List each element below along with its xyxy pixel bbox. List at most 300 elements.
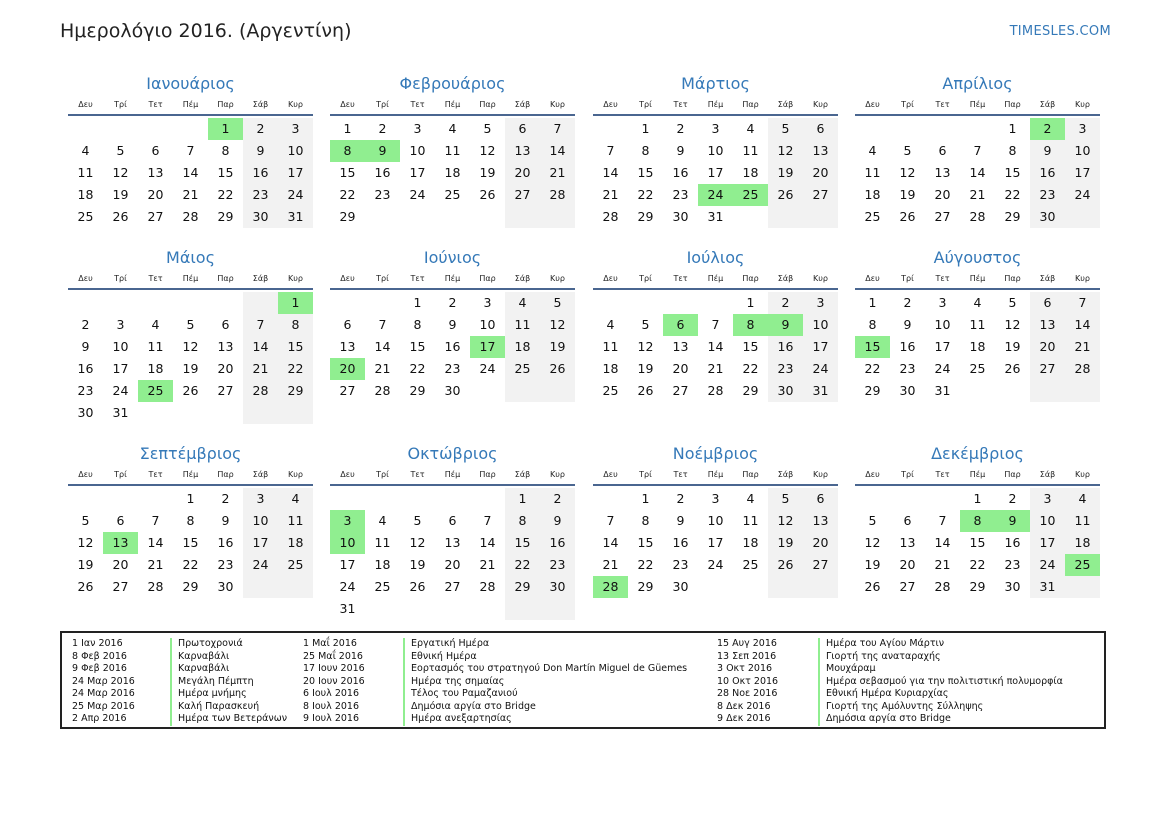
day-cell: 18 [864,187,881,202]
weekday-header [593,96,838,116]
day-cell: 19 [182,361,199,376]
day-cell: 28 [1065,358,1100,380]
day-cell: 11 [444,143,461,158]
day-cell: 9 [1030,140,1065,162]
day-cell: 14 [540,140,575,162]
day-cell: 7 [186,143,195,158]
day-cell: 5 [768,488,803,510]
day-cell: 6 [803,118,838,140]
weekday-label: Κυρ [550,274,565,283]
day-cell: 28 [934,579,951,594]
weekday-label: Κυρ [813,100,828,109]
holiday-date: 17 Ιουν 2016 [303,663,365,674]
holiday-day-cell: 3 [330,510,365,532]
day-cell: 27 [339,383,356,398]
day-cell: 20 [899,557,916,572]
month-4 [855,72,1100,228]
holiday-name: Ημέρα μνήμης [170,688,247,701]
day-cell: 26 [182,383,199,398]
day-cell: 20 [672,361,689,376]
day-cell: 5 [81,513,90,528]
day-cell: 15 [182,535,199,550]
day-cell: 17 [243,532,278,554]
day-cell: 17 [934,339,951,354]
weekday-label: Τρί [901,274,914,283]
empty-cell [925,118,960,140]
day-cell: 16 [1030,162,1065,184]
day-cell: 22 [864,361,881,376]
day-cell: 19 [112,187,129,202]
day-cell: 17 [409,165,426,180]
holiday-day-cell: 24 [698,184,733,206]
weekday-header [330,466,575,486]
empty-cell [698,292,733,314]
holiday-name: Ημέρα σεβασμού για την πολιτιστική πολυμορφία [818,676,1063,689]
weekday-label: Παρ [1004,470,1021,479]
day-cell: 8 [868,317,877,332]
day-cell: 21 [969,187,986,202]
day-cell: 17 [707,535,724,550]
month-name: Νοέμβριος [672,444,759,463]
day-cell: 6 [221,317,230,332]
day-cell: 19 [899,187,916,202]
day-cell: 22 [217,187,234,202]
day-cell: 20 [803,162,838,184]
day-cell: 13 [217,339,234,354]
holiday-day-cell: 25 [138,380,173,402]
day-cell: 25 [602,383,619,398]
day-cell: 3 [243,488,278,510]
day-cell: 18 [374,557,391,572]
day-cell: 8 [413,317,422,332]
day-cell: 27 [217,383,234,398]
day-cell: 7 [938,513,947,528]
day-cell: 23 [768,358,803,380]
empty-cell [540,598,575,620]
day-cell: 22 [742,361,759,376]
empty-cell [663,292,698,314]
weekday-label: Σάβ [777,470,794,479]
empty-cell [173,118,208,140]
day-cell: 6 [448,513,457,528]
weekday-label: Τετ [410,470,425,479]
day-cell: 27 [934,209,951,224]
weekday-label: Δευ [865,470,880,479]
weekday-label: Σάβ [252,100,269,109]
day-cell: 15 [742,339,759,354]
empty-cell [68,292,103,314]
holiday-name: Καλή Παρασκευή [170,701,259,714]
empty-cell [243,292,278,314]
day-cell: 15 [1004,165,1021,180]
day-cell: 23 [672,187,689,202]
empty-cell [173,402,208,424]
empty-cell [103,488,138,510]
day-cell: 11 [374,535,391,550]
day-cell: 23 [444,361,461,376]
day-cell: 4 [606,317,615,332]
holiday-date: 20 Ιουν 2016 [303,675,365,687]
day-cell: 12 [182,339,199,354]
holiday-day-cell: 9 [995,510,1030,532]
weekday-label: Πέμ [444,274,461,283]
day-grid [855,488,1100,598]
holiday-name: Εθνική Ημέρα [403,651,477,664]
weekday-label: Τρί [639,470,652,479]
day-cell: 16 [374,165,391,180]
empty-cell [540,206,575,228]
day-cell: 26 [899,209,916,224]
day-cell: 27 [444,579,461,594]
day-cell: 24 [934,361,951,376]
holiday-day-cell: 8 [330,140,365,162]
empty-cell [208,292,243,314]
weekday-label: Σάβ [777,100,794,109]
holiday-day-cell: 17 [470,336,505,358]
day-cell: 25 [969,361,986,376]
day-cell: 14 [707,339,724,354]
weekday-label: Τρί [114,470,127,479]
holiday-name: Ημέρα του Αγίου Μάρτιν [818,638,944,651]
day-cell: 4 [151,317,160,332]
day-cell: 4 [448,121,457,136]
day-cell: 21 [374,361,391,376]
weekday-label: Δευ [78,100,93,109]
day-cell: 16 [672,535,689,550]
day-cell: 3 [711,491,720,506]
weekday-label: Κυρ [1075,100,1090,109]
day-cell: 11 [77,165,94,180]
day-cell: 25 [505,358,540,380]
holiday-date: 13 Σεπ 2016 [717,650,777,662]
day-cell: 4 [1065,488,1100,510]
day-cell: 11 [278,510,313,532]
empty-cell [173,292,208,314]
day-cell: 4 [746,121,755,136]
day-cell: 19 [540,336,575,358]
empty-cell [243,402,278,424]
day-cell: 1 [746,295,755,310]
month-name: Ιανουάριος [146,74,235,93]
day-cell: 17 [803,336,838,358]
page-title: Ημερολόγιο 2016. (Αργεντίνη) [60,20,352,42]
weekday-label: Πέμ [707,470,724,479]
month-name: Ιούλιος [686,248,745,267]
day-cell: 27 [112,579,129,594]
day-cell: 23 [217,557,234,572]
day-cell: 25 [864,209,881,224]
day-cell: 20 [147,187,164,202]
weekday-label: Σάβ [1039,470,1056,479]
empty-cell [400,598,435,620]
weekday-label: Τετ [673,274,688,283]
day-cell: 10 [707,143,724,158]
weekday-label: Δευ [78,274,93,283]
empty-cell [278,402,313,424]
weekday-label: Δευ [340,100,355,109]
day-cell: 12 [77,535,94,550]
day-cell: 14 [374,339,391,354]
month-1 [68,72,313,228]
day-cell: 10 [1065,140,1100,162]
weekday-label: Σάβ [514,470,531,479]
empty-cell [505,206,540,228]
day-grid [68,488,313,598]
day-cell: 7 [973,143,982,158]
day-cell: 28 [707,383,724,398]
holiday-day-cell: 6 [663,314,698,336]
day-cell: 9 [676,143,685,158]
day-cell: 12 [540,314,575,336]
day-cell: 22 [182,557,199,572]
empty-cell [435,598,470,620]
day-cell: 11 [742,143,759,158]
day-cell: 13 [444,535,461,550]
day-cell: 30 [444,383,461,398]
weekday-label: Τετ [148,274,163,283]
month-name: Φεβρουάριος [399,74,506,93]
day-cell: 4 [505,292,540,314]
day-cell: 13 [899,535,916,550]
day-cell: 31 [934,383,951,398]
day-cell: 10 [707,513,724,528]
weekday-label: Πέμ [182,470,199,479]
weekday-label: Σάβ [1039,100,1056,109]
weekday-label: Τετ [935,274,950,283]
day-cell: 1 [973,491,982,506]
empty-cell [593,292,628,314]
weekday-label: Πέμ [444,100,461,109]
day-cell: 10 [479,317,496,332]
weekday-label: Τετ [935,470,950,479]
day-cell: 16 [768,336,803,358]
day-cell: 30 [243,206,278,228]
day-cell: 12 [899,165,916,180]
day-cell: 1 [505,488,540,510]
day-cell: 20 [803,532,838,554]
day-cell: 6 [151,143,160,158]
day-cell: 21 [147,557,164,572]
day-cell: 21 [602,187,619,202]
weekday-label: Σάβ [252,470,269,479]
day-cell: 6 [938,143,947,158]
month-7 [593,246,838,402]
day-cell: 2 [378,121,387,136]
day-cell: 26 [1004,361,1021,376]
day-cell: 10 [243,510,278,532]
weekday-label: Τρί [376,274,389,283]
day-cell: 26 [409,579,426,594]
day-cell: 12 [768,140,803,162]
day-cell: 14 [602,535,619,550]
day-cell: 26 [768,554,803,576]
day-cell: 6 [116,513,125,528]
day-cell: 18 [505,336,540,358]
day-cell: 21 [243,358,278,380]
day-cell: 9 [448,317,457,332]
day-cell: 2 [1008,491,1017,506]
weekday-header [593,466,838,486]
day-cell: 15 [278,336,313,358]
empty-cell [540,380,575,402]
day-cell: 7 [483,513,492,528]
day-cell: 23 [899,361,916,376]
holiday-date: 10 Οκτ 2016 [717,675,779,687]
weekday-label: Πέμ [969,470,986,479]
day-cell: 25 [374,579,391,594]
weekday-label: Δευ [603,470,618,479]
holiday-name: Καρναβάλι [170,663,229,676]
day-cell: 22 [969,557,986,572]
holiday-name: Δημόσια αργία στο Bridge [818,713,951,726]
day-cell: 24 [1030,554,1065,576]
day-cell: 21 [479,557,496,572]
day-cell: 3 [413,121,422,136]
day-cell: 22 [339,187,356,202]
day-cell: 26 [112,209,129,224]
weekday-label: Κυρ [550,100,565,109]
empty-cell [855,488,890,510]
weekday-label: Κυρ [813,470,828,479]
day-cell: 5 [540,292,575,314]
weekday-label: Παρ [479,274,496,283]
holiday-day-cell: 13 [103,532,138,554]
day-cell: 16 [1004,535,1021,550]
day-cell: 6 [803,488,838,510]
day-cell: 17 [1030,532,1065,554]
day-cell: 22 [637,557,654,572]
weekday-label: Σάβ [777,274,794,283]
empty-cell [365,292,400,314]
weekday-label: Παρ [742,100,759,109]
day-cell: 13 [505,140,540,162]
day-cell: 2 [540,488,575,510]
month-12 [855,442,1100,598]
day-cell: 5 [1008,295,1017,310]
day-cell: 31 [1030,576,1065,598]
empty-cell [733,576,768,598]
day-cell: 9 [243,140,278,162]
weekday-header [330,96,575,116]
day-cell: 12 [637,339,654,354]
empty-cell [243,576,278,598]
day-cell: 14 [602,165,619,180]
day-cell: 19 [1004,339,1021,354]
holiday-name: Ημέρα των Βετεράνων [170,713,287,726]
empty-cell [365,598,400,620]
weekday-label: Παρ [479,470,496,479]
month-name: Μάρτιος [681,74,750,93]
day-cell: 30 [1004,579,1021,594]
day-cell: 1 [641,121,650,136]
day-cell: 24 [803,358,838,380]
day-grid [855,118,1100,228]
day-cell: 7 [606,513,615,528]
holiday-date: 9 Φεβ 2016 [72,663,127,674]
weekday-label: Παρ [1004,100,1021,109]
day-cell: 1 [186,491,195,506]
day-cell: 2 [448,295,457,310]
day-cell: 29 [217,209,234,224]
day-cell: 4 [973,295,982,310]
month-9 [68,442,313,598]
day-cell: 7 [711,317,720,332]
day-cell: 17 [707,165,724,180]
day-cell: 15 [339,165,356,180]
day-cell: 16 [444,339,461,354]
day-cell: 30 [1030,206,1065,228]
weekday-label: Δευ [340,274,355,283]
day-cell: 8 [278,314,313,336]
holiday-name: Μουχάραμ [818,663,876,676]
day-cell: 26 [77,579,94,594]
holiday-date: 8 Δεκ 2016 [717,700,771,712]
weekday-label: Πέμ [969,100,986,109]
holiday-name: Εθνική Ημέρα Κυριαρχίας [818,688,948,701]
weekday-label: Κυρ [1075,274,1090,283]
day-cell: 6 [1030,292,1065,314]
day-cell: 14 [243,336,278,358]
day-cell: 10 [803,314,838,336]
weekday-label: Τετ [410,100,425,109]
day-cell: 30 [77,405,94,420]
day-cell: 3 [938,295,947,310]
day-cell: 11 [1065,510,1100,532]
day-cell: 24 [339,579,356,594]
day-cell: 12 [112,165,129,180]
day-cell: 26 [637,383,654,398]
day-cell: 12 [409,535,426,550]
day-cell: 13 [803,510,838,532]
holiday-date: 9 Ιουλ 2016 [303,713,359,724]
day-cell: 26 [540,358,575,380]
day-cell: 1 [343,121,352,136]
day-cell: 18 [969,339,986,354]
day-cell: 3 [278,118,313,140]
day-cell: 2 [243,118,278,140]
day-grid [593,488,838,598]
holiday-day-cell: 9 [768,314,803,336]
day-cell: 7 [606,143,615,158]
empty-cell [855,118,890,140]
day-cell: 19 [768,162,803,184]
day-cell: 3 [1030,488,1065,510]
month-3 [593,72,838,228]
day-cell: 28 [969,209,986,224]
holiday-date: 1 Μαΐ 2016 [303,638,357,649]
holiday-name: Πρωτοχρονιά [170,638,243,651]
day-cell: 25 [742,557,759,572]
day-cell: 6 [343,317,352,332]
day-cell: 15 [637,535,654,550]
day-cell: 9 [676,513,685,528]
day-cell: 21 [934,557,951,572]
weekday-header [855,270,1100,290]
day-cell: 5 [413,513,422,528]
month-5 [68,246,313,424]
holiday-day-cell: 8 [733,314,768,336]
day-cell: 2 [676,491,685,506]
empty-cell [138,118,173,140]
holiday-date: 28 Νοε 2016 [717,688,778,699]
empty-cell [593,118,628,140]
day-cell: 17 [339,557,356,572]
day-cell: 18 [602,361,619,376]
day-cell: 12 [864,535,881,550]
day-cell: 19 [77,557,94,572]
day-cell: 28 [602,209,619,224]
brand-link[interactable]: TIMESLES.COM [1009,24,1111,39]
